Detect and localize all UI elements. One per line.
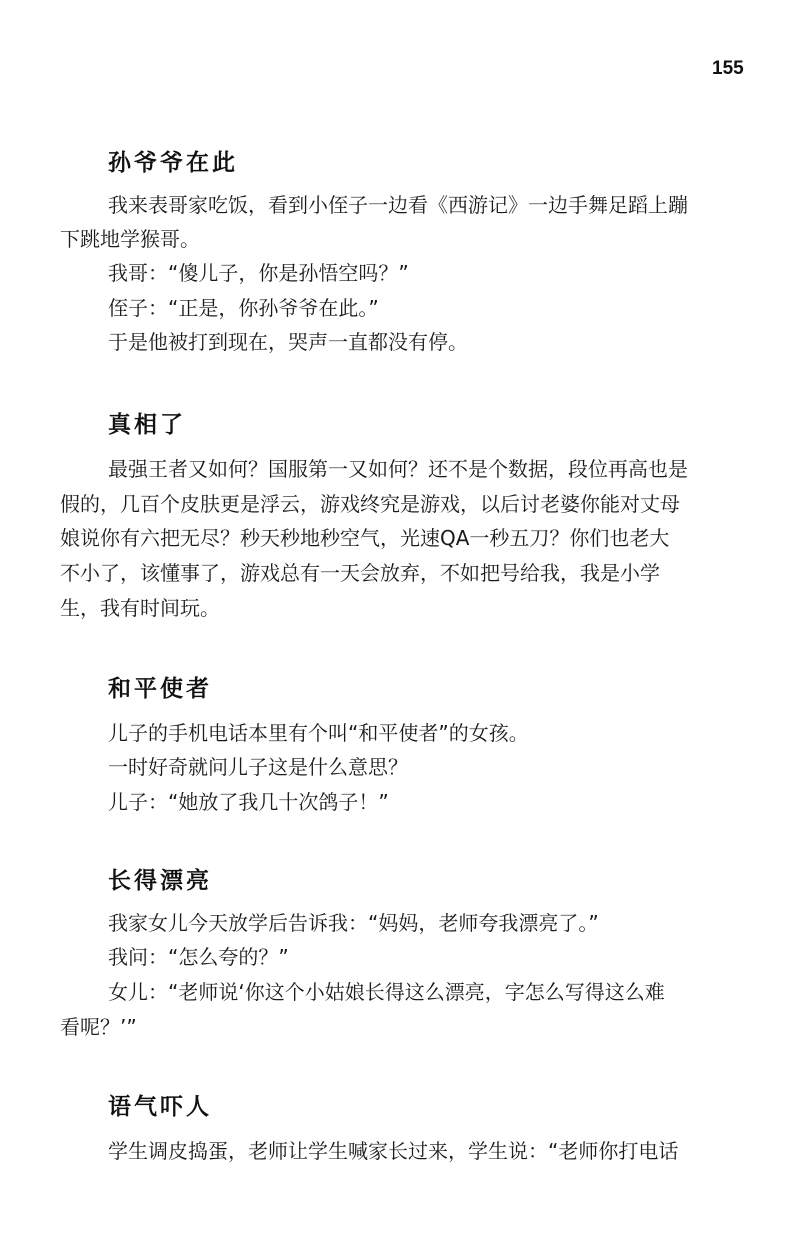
paragraph-line: 儿子的手机电话本里有个叫“和平使者”的女孩。 [108,721,529,745]
section-title: 孙爷爷在此 [108,150,238,176]
paragraph-line: 于是他被打到现在，哭声一直都没有停。 [108,330,468,354]
paragraph-line: 我哥：“傻儿子，你是孙悟空吗？” [108,261,409,285]
paragraph-line: 娘说你有六把无尽？秒天秒地秒空气，光速QA一秒五刀？你们也老大 [60,526,670,550]
paragraph-line: 不小了，该懂事了，游戏总有一天会放弃，不如把号给我，我是小学 [60,561,660,585]
paragraph-line: 看呢？’” [60,1015,137,1039]
paragraph-line: 侄子：“正是，你孙爷爷在此。” [108,296,379,320]
paragraph-line: 儿子：“她放了我几十次鸽子！” [108,790,389,814]
paragraph-line: 最强王者又如何？国服第一又如何？还不是个数据，段位再高也是 [108,457,688,481]
paragraph-line: 学生调皮捣蛋，老师让学生喊家长过来，学生说：“老师你打电话 [108,1139,679,1163]
section-title: 长得漂亮 [108,868,212,894]
paragraph-line: 一时好奇就问儿子这是什么意思？ [108,755,408,779]
paragraph-line: 女儿：“老师说‘你这个小姑娘长得这么漂亮，字怎么写得这么难 [108,980,665,1004]
page-number: 155 [712,58,744,79]
paragraph-line: 假的，几百个皮肤更是浮云，游戏终究是游戏，以后讨老婆你能对丈母 [60,492,680,516]
section-title: 和平使者 [108,676,212,702]
section-title: 真相了 [108,412,186,438]
section-title: 语气吓人 [108,1094,212,1120]
paragraph-line: 生，我有时间玩。 [60,596,220,620]
paragraph-line: 我来表哥家吃饭，看到小侄子一边看《西游记》一边手舞足蹈上蹦 [108,193,688,217]
paragraph-line: 我家女儿今天放学后告诉我：“妈妈，老师夸我漂亮了。” [108,911,599,935]
paragraph-line: 下跳地学猴哥。 [60,227,200,251]
paragraph-line: 我问：“怎么夸的？” [108,945,289,969]
